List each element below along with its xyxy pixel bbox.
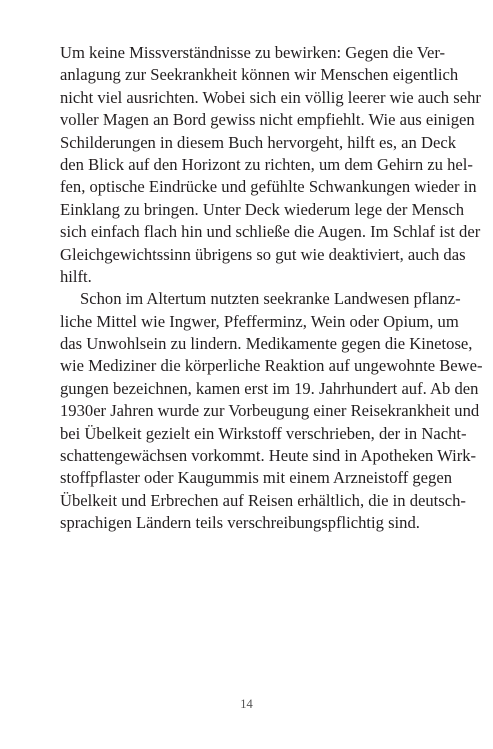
text-line: bei Übelkeit gezielt ein Wirkstoff verschrieben, der in Nacht-: [60, 423, 467, 443]
body-text: [60, 42, 483, 535]
text-line: wie Mediziner die körperliche Reaktion auf ungewohnte Bewe-: [60, 356, 483, 376]
text-line: gungen bezeichnen, kamen erst im 19. Jahrhundert auf. Ab den: [60, 378, 479, 398]
text-line: liche Mittel wie Ingwer, Pfefferminz, Wein oder Opium, um: [60, 311, 459, 331]
text-line: Schilderungen in diesem Buch hervorgeht, hilft es, an Deck: [60, 132, 456, 152]
text-line: fen, optische Eindrücke und gefühlte Schwankungen wieder in: [60, 177, 477, 197]
text-line: den Blick auf den Horizont zu richten, um dem Gehirn zu hel-: [60, 154, 473, 174]
text-line: hilft.: [60, 266, 92, 286]
text-line: Schon im Altertum nutzten seekranke Landwesen pflanz-: [80, 289, 461, 309]
text-line: anlagung zur Seekrankheit können wir Menschen eigentlich: [60, 65, 459, 85]
text-line: Um keine Missverständnisse zu bewirken: Gegen die Ver-: [60, 43, 446, 62]
text-line: schattengewächsen vorkommt. Heute sind in Apotheken Wirk-: [60, 446, 477, 466]
text-line: das Unwohlsein zu lindern. Medikamente gegen die Kinetose,: [60, 334, 473, 354]
text-line: Übelkeit und Erbrechen auf Reisen erhältlich, die in deutsch-: [60, 490, 466, 510]
text-line: stoffpflaster oder Kaugummis mit einem Arzneistoff gegen: [60, 468, 453, 488]
text-line: nicht viel ausrichten. Wobei sich ein völlig leerer wie auch sehr: [60, 87, 481, 107]
text-line: voller Magen an Bord gewiss nicht empfiehlt. Wie aus einigen: [60, 110, 475, 130]
text-line: sprachigen Ländern teils verschreibungspflichtig sind.: [60, 513, 420, 533]
text-line: Einklang zu bringen. Unter Deck wiederum lege der Mensch: [60, 199, 465, 219]
text-line: sich einfach flach hin und schließe die Augen. Im Schlaf ist der: [60, 222, 481, 242]
text-line: Gleichgewichtssinn übrigens so gut wie deaktiviert, auch das: [60, 244, 466, 264]
text-line: 1930er Jahren wurde zur Vorbeugung einer Reisekrankheit und: [60, 401, 480, 421]
page-number: 14: [240, 697, 253, 711]
